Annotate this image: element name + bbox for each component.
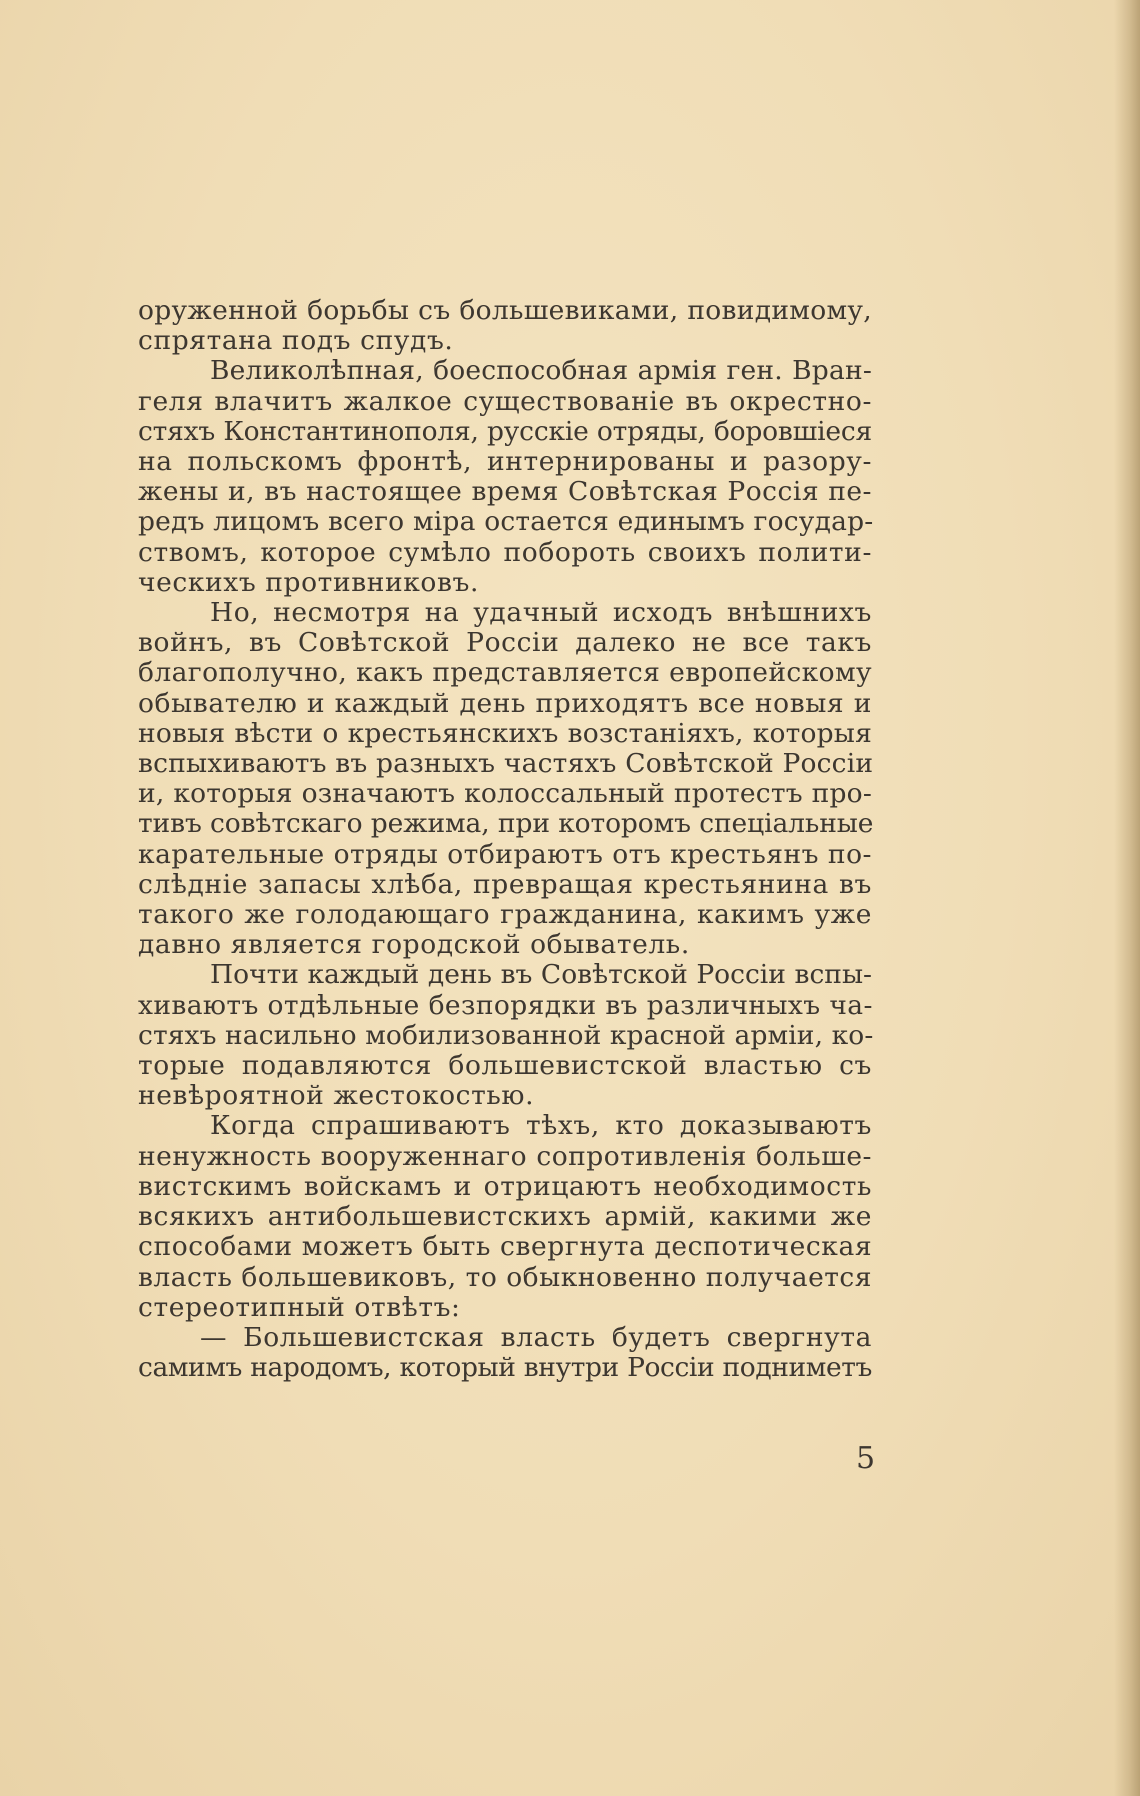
text-line: всякихъ антибольшевистскихъ армій, какими же (138, 1201, 872, 1233)
paragraph-continuation (138, 296, 872, 356)
text-line: Когда спрашиваютъ тѣхъ, кто доказываютъ (210, 1110, 872, 1142)
text-line: вспыхиваютъ въ разныхъ частяхъ Совѣтской Россіи (138, 748, 874, 780)
text-line: самимъ народомъ, который внутри Россіи подниметъ (138, 1352, 872, 1384)
text-line: жены и, въ настоящее время Совѣтская Россія пе- (138, 476, 872, 508)
text-line: на польскомъ фронтѣ, интернированы и разору- (138, 446, 872, 478)
text-line: новыя вѣсти о крестьянскихъ возстаніяхъ, которыя (138, 717, 872, 749)
text-line: торые подавляются большевистской властью съ (138, 1050, 872, 1082)
body-text (138, 296, 872, 1383)
text-line: стяхъ Константинополя, русскіе отряды, боровшіеся (138, 415, 872, 447)
text-line: Великолѣпная, боеспособная армія ген. Вран- (210, 355, 872, 387)
text-line: давно является городской обыватель. (138, 929, 690, 961)
text-line: ненужность вооруженнаго сопротивленія больше- (138, 1140, 872, 1172)
text-line: редъ лицомъ всего міра остается единымъ государ- (138, 506, 874, 538)
paragraph (138, 598, 872, 960)
text-line: обывателю и каждый день приходятъ все новыя и (138, 687, 872, 719)
text-line: тивъ совѣтскаго режима, при которомъ спеціальные (138, 808, 874, 840)
text-line: благополучно, какъ представляется европейскому (138, 657, 872, 689)
text-line: Почти каждый день въ Совѣтской Россіи вспы- (210, 959, 872, 991)
text-line: оруженной борьбы съ большевиками, повидимому, (138, 295, 872, 326)
text-line: слѣдніе запасы хлѣба, превращая крестьянина въ (138, 868, 872, 900)
text-line: — Большевистская власть будетъ свергнута (200, 1321, 872, 1353)
text-line: геля влачитъ жалкое существованіе въ окрестно- (138, 385, 872, 417)
text-line: войнъ, въ Совѣтской Россіи далеко не все такъ (138, 627, 872, 659)
text-line: стяхъ насильно мобилизованной красной арміи, ко- (138, 1019, 874, 1051)
text-line: хиваютъ отдѣльные безпорядки въ различныхъ ча- (138, 989, 873, 1021)
text-line: и, которыя означаютъ колоссальный протестъ про- (138, 778, 872, 810)
text-line: такого же голодающаго гражданина, какимъ уже (138, 899, 872, 931)
text-line: вистскимъ войскамъ и отрицаютъ необходимость (138, 1170, 872, 1202)
page-edge-shadow (1114, 0, 1140, 1796)
paragraph (138, 960, 872, 1111)
text-line: ческихъ противниковъ. (138, 566, 479, 598)
text-line: способами можетъ быть свергнута деспотическая (138, 1231, 873, 1263)
text-line: спрятана подъ спудъ. (138, 325, 454, 357)
paragraph-dialogue (138, 1323, 872, 1383)
text-line: карательные отряды отбираютъ отъ крестьянъ по- (138, 838, 872, 870)
text-line: стереотипный отвѣтъ: (138, 1291, 461, 1323)
text-line: власть большевиковъ, то обыкновенно получается (138, 1261, 872, 1293)
paragraph (138, 1111, 872, 1322)
paragraph (138, 356, 872, 598)
text-line: невѣроятной жестокостью. (138, 1080, 535, 1112)
page-number: 5 (856, 1441, 876, 1476)
text-line: Но, несмотря на удачный исходъ внѣшнихъ (210, 597, 872, 629)
text-line: ствомъ, которое сумѣло побороть своихъ полити- (138, 536, 872, 568)
